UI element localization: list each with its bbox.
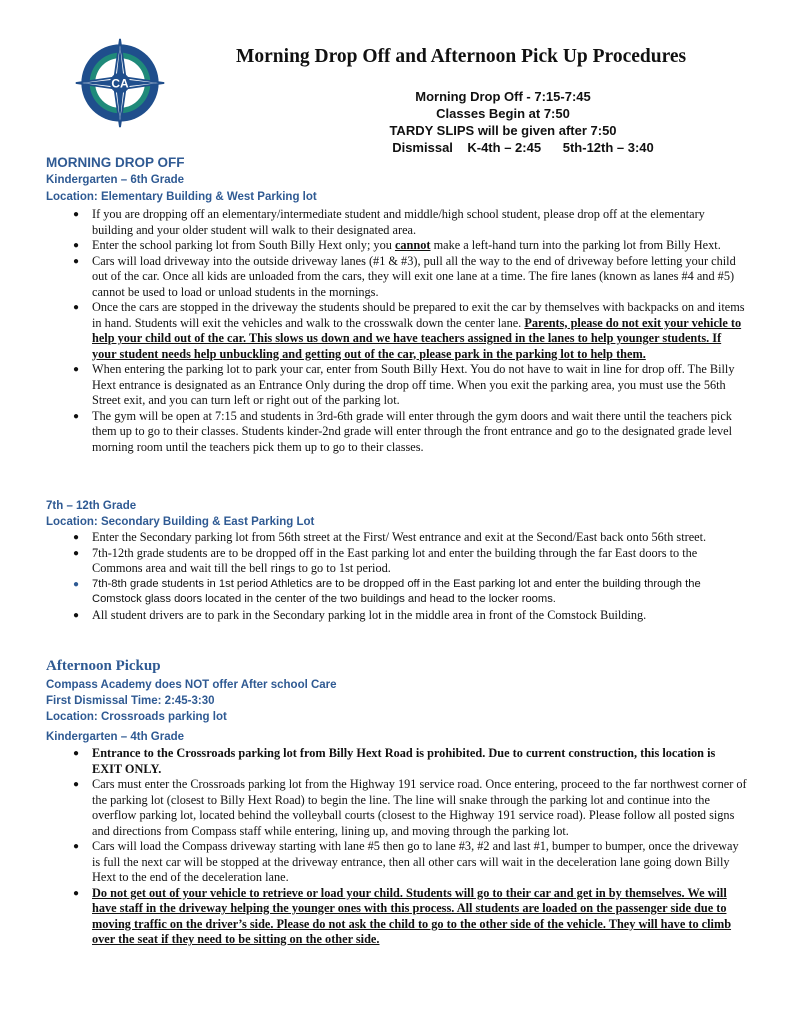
k6-bullets <box>72 207 748 455</box>
list-item: ● When entering the parking lot to park your car, enter from South Billy Hext. You do not have to wait in line for drop off. The Billy Hext entrance is designated as an Entrance Only during the drop off time. When you exit the parking area, you must use the 56th Street exit, and you can turn left or right out of the parking lot. <box>72 362 748 409</box>
s712-bullets <box>72 530 748 623</box>
morning-heading: MORNING DROP OFF <box>46 155 185 170</box>
first-dismissal: First Dismissal Time: 2:45-3:30 <box>46 695 215 707</box>
list-item: ● Cars must enter the Crossroads parking lot from the Highway 191 service road. Once entering, proceed to the far northwest corner of the parking lot (closest to Billy Hext Road) to begin the line. The line will snake through the parking lot and continue into the overflow parking lot, located behind the volleyball courts (closest to the Highway 191 service road). Please follow all posted signs and directions from Compass staff while entering, lining up, and moving through the parking lot. <box>72 777 748 839</box>
list-item: ● 7th-12th grade students are to be dropped off in the East parking lot and enter the building through the far East doors to the Commons area and wait till the bell rings to go to 1st period. <box>72 546 748 577</box>
classes-begin: Classes Begin at 7:50 <box>436 106 570 121</box>
dismissal-k4: K-4th – 2:45 <box>467 140 542 155</box>
afternoon-bullets <box>72 746 748 948</box>
schedule-block <box>338 88 668 156</box>
afternoon-grade: Kindergarten – 4th Grade <box>46 731 185 743</box>
svg-text:CA: CA <box>111 76 129 91</box>
dismissal-512: 5th-12th – 3:40 <box>562 140 654 155</box>
afternoon-location: Location: Crossroads parking lot <box>46 711 227 723</box>
tardy-notice: TARDY SLIPS will be given after 7:50 <box>389 123 617 138</box>
k6-grade: Kindergarten – 6th Grade <box>46 174 185 186</box>
list-item: ● Cars will load driveway into the outside driveway lanes (#1 & #3), pull all the way to the end of driveway before letting your child out of the car. Once all kids are unloaded from the cars, they will exit one lane at a time. The fire lanes (known as lanes #4 and #5) cannot be used to load or unload students in the mornings. <box>72 254 748 301</box>
list-item: ● 7th-8th grade students in 1st period Athletics are to be dropped off in the East parking lot and enter the building through the Comstock glass doors located in the center of the two buildings and head to the locker rooms. <box>72 577 748 608</box>
list-item: ● Entrance to the Crossroads parking lot from Billy Hext Road is prohibited. Due to current construction, this location is EXIT ONLY. <box>72 746 748 777</box>
list-item: ● Do not get out of your vehicle to retrieve or load your child. Students will go to their car and get in by themselves. We will have staff in the driveway helping the younger ones with this process. All students are loaded on the passenger side due to moving traffic on the driver’s side. Please do not ask the child to go to the other side of the vehicle. They will have to climb over the seat if they need to be sitting on the other side. <box>72 886 748 948</box>
s712-location: Location: Secondary Building & East Parking Lot <box>46 516 315 528</box>
page-title: Morning Drop Off and Afternoon Pick Up Procedures <box>236 46 687 67</box>
list-item: ● All student drivers are to park in the Secondary parking lot in the middle area in front of the Comstock Building. <box>72 608 748 624</box>
dismissal-line <box>338 139 668 156</box>
list-item: ● If you are dropping off an elementary/intermediate student and middle/high school student, please drop off at the elementary building and your older student will walk to their designated area. <box>72 207 748 238</box>
k6-location: Location: Elementary Building & West Parking lot <box>46 191 317 203</box>
list-item: ● The gym will be open at 7:15 and students in 3rd-6th grade will enter through the gym doors and wait there until the teachers pick them up to go to their classes. Students kinder-2nd grade will enter through the front entrance and go to the designated grade level morning room until the teachers pick them up to go to their classes. <box>72 409 748 456</box>
list-item: ● Cars will load the Compass driveway starting with lane #5 then go to lane #3, #2 and last #1, bumper to bumper, once the driveway is full the next car will be stopped at the driveway entrance, then all other cars will wait in the deceleration lane going down Billy Hext to the end of the deceleration lane. <box>72 839 748 886</box>
s712-grade: 7th – 12th Grade <box>46 500 137 512</box>
drop-off-time: Morning Drop Off - 7:15-7:45 <box>415 89 591 104</box>
afternoon-heading: Afternoon Pickup <box>46 658 161 674</box>
list-item: ● Enter the school parking lot from South Billy Hext only; you cannot make a left-hand turn into the parking lot from Billy Hext. <box>72 238 748 254</box>
compass-academy-logo <box>74 37 166 129</box>
after-care-note: Compass Academy does NOT offer After school Care <box>46 679 337 691</box>
list-item: ● Enter the Secondary parking lot from 56th street at the First/ West entrance and exit at the Second/East back onto 56th street. <box>72 530 748 546</box>
list-item: ● Once the cars are stopped in the driveway the students should be prepared to exit the car by themselves with backpacks on and items in hand. Students will exit the vehicles and walk to the crosswalk down the center lane. Parents, please do not exit your vehicle to help your child out of the car. This slows us down and we have teachers assigned in the lanes to help younger students. If your student needs help unbuckling and getting out of the car, please park in the parking lot to help them. <box>72 300 748 362</box>
dismissal-label: Dismissal <box>392 140 453 155</box>
